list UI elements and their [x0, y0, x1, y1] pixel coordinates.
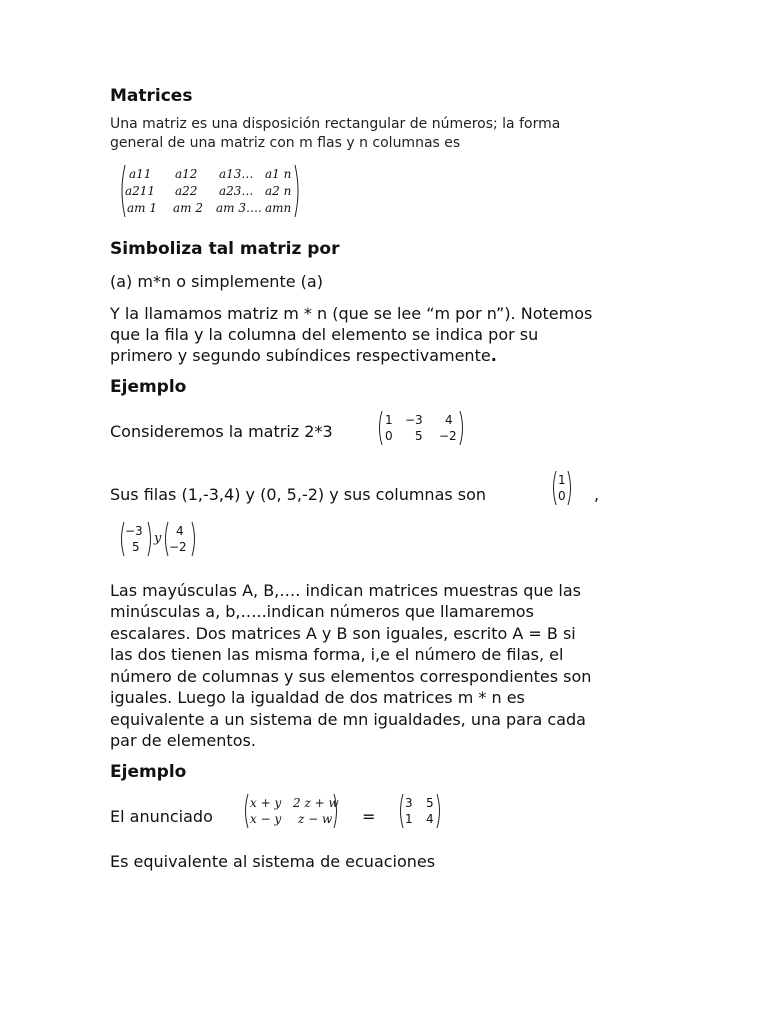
column-vector-2 [119, 521, 153, 557]
matrix-cell: 0 [385, 429, 393, 443]
paragraph-line: número de columnas y sus elementos correspondientes son [110, 667, 592, 686]
vector-cell: 1 [558, 473, 566, 487]
page-title: Matrices [110, 86, 193, 106]
vector-cell: 4 [176, 524, 184, 538]
matrix-cell: z − w [298, 812, 333, 826]
matrix-cell: −3 [405, 413, 423, 427]
matrix-cell: 4 [426, 812, 434, 826]
matrix-cell: 4 [445, 413, 453, 427]
matrix-cell: a22 [175, 184, 198, 198]
matrix-cell: a11 [129, 167, 152, 181]
rows-cols-text: Sus filas (1,-3,4) y (0, 5,-2) y sus columnas son [110, 485, 487, 504]
vector-cell: −3 [125, 524, 143, 538]
intro-line-2: general de una matriz con m flas y n columnas es [110, 135, 461, 151]
matrix-cell: 2 z + w [293, 796, 339, 810]
symbol-line: (a) m*n o simplemente (a) [110, 272, 323, 291]
vector-cell: −2 [169, 540, 187, 554]
general-matrix [119, 163, 301, 219]
matrix-cell: 1 [385, 413, 393, 427]
paragraph-line: minúsculas a, b,…..indican números que llamaremos [110, 602, 534, 621]
matrix-cell: amn [265, 201, 292, 215]
matrix-cell: a23… [219, 184, 254, 198]
matrix-cell: x − y [250, 812, 282, 826]
matrix-cell: a1 n [265, 167, 292, 181]
matrix-cell: a211 [125, 184, 156, 198]
column-vector-1 [551, 470, 573, 506]
matrix-cell: 5 [415, 429, 423, 443]
notation-line-2: que la fila y la columna del elemento se indica por su [110, 325, 539, 344]
matrix-cell: x + y [250, 796, 282, 810]
column-vector-3 [163, 521, 197, 557]
matrix-cell: 1 [405, 812, 413, 826]
example-2-right-matrix [398, 793, 442, 829]
example-heading-1: Ejemplo [110, 377, 187, 397]
paragraph-line: equivalente a un sistema de mn igualdades, una para cada [110, 710, 586, 729]
intro-line-1: Una matriz es una disposición rectangular de números; la forma [110, 116, 561, 132]
vector-cell: 5 [132, 540, 140, 554]
matrix-cell: a2 n [265, 184, 292, 198]
matrix-cell: 3 [405, 796, 413, 810]
equals-sign: = [362, 807, 376, 826]
example-2-left-matrix [243, 793, 339, 829]
matrix-cell: am 3…. [216, 201, 262, 215]
matrix-cell: am 2 [173, 201, 203, 215]
notation-line-3-text: primero y segundo subíndices respectivamente [110, 346, 491, 365]
matrix-cell: a13… [219, 167, 254, 181]
paragraph-line: escalares. Dos matrices A y B son iguales, escrito A = B si [110, 624, 576, 643]
matrix-cell: am 1 [127, 201, 157, 215]
closing-line: Es equivalente al sistema de ecuaciones [110, 852, 436, 871]
example-1-matrix [377, 410, 465, 446]
vector-cell: 0 [558, 489, 566, 503]
paragraph-line: par de elementos. [110, 731, 256, 750]
notation-line-1: Y la llamamos matriz m * n (que se lee “m por n”). Notemos [110, 304, 593, 323]
matrix-cell: 5 [426, 796, 434, 810]
vector-connector-y: y [154, 531, 162, 546]
paragraph-line: las dos tienen las misma forma, i,e el número de filas, el [110, 645, 564, 664]
example-1-text: Consideremos la matriz 2*3 [110, 422, 333, 441]
matrix-cell: −2 [439, 429, 457, 443]
matrix-cell: a12 [175, 167, 198, 181]
notation-line-3 [110, 345, 497, 367]
notation-line-3-period: . [490, 346, 497, 365]
symbol-heading: Simboliza tal matriz por [110, 239, 340, 259]
paragraph-line: Las mayúsculas A, B,…. indican matrices muestras que las [110, 581, 581, 600]
paragraph-line: iguales. Luego la igualdad de dos matrices m * n es [110, 688, 525, 707]
example-2-text: El anunciado [110, 807, 213, 826]
example-heading-2: Ejemplo [110, 762, 187, 782]
comma: , [594, 485, 600, 504]
